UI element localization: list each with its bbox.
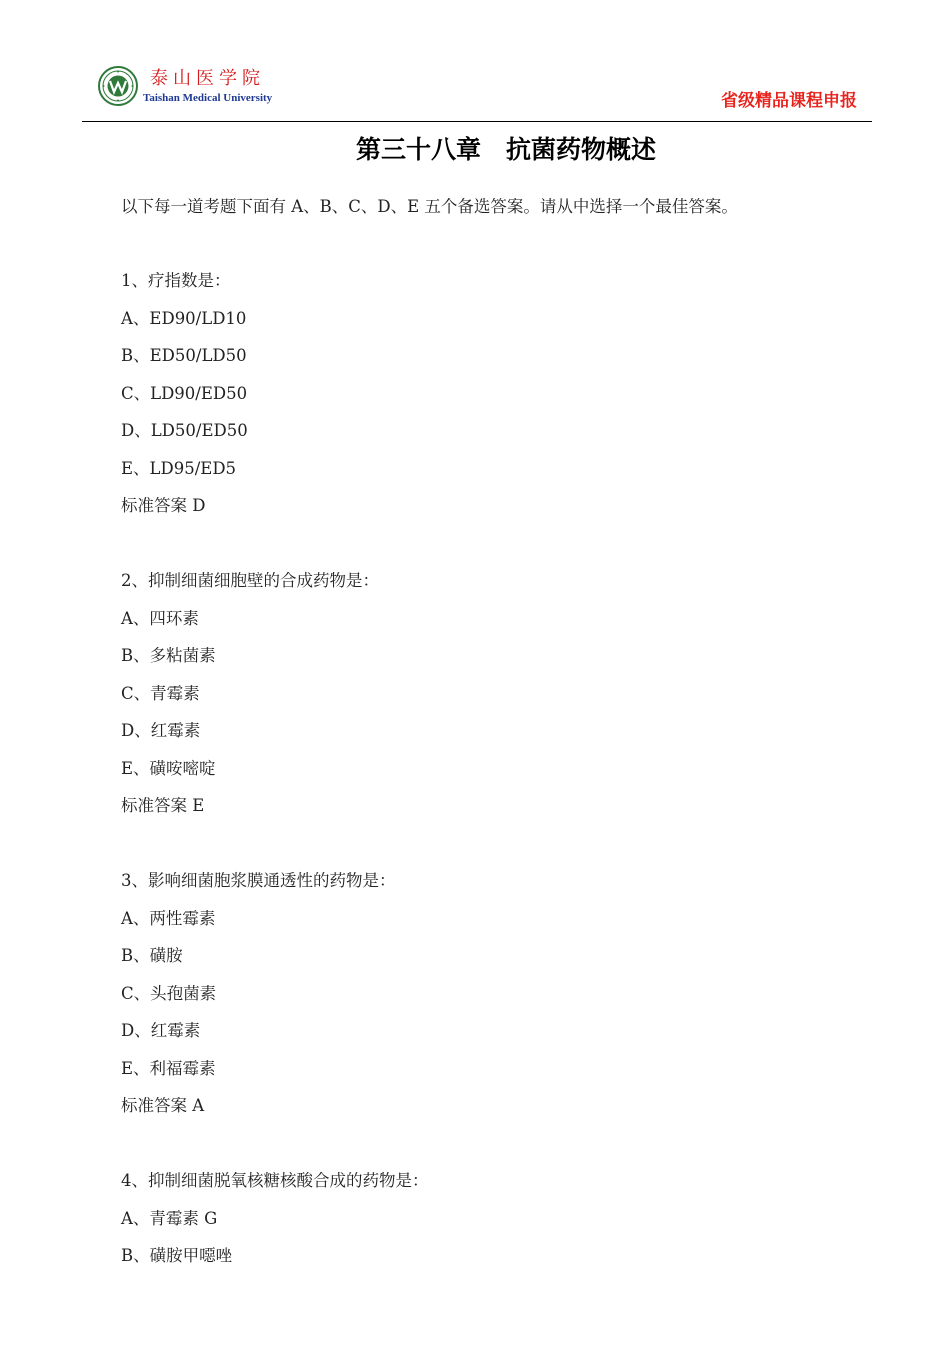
option-a: A、两性霉素	[121, 908, 216, 928]
question-stem: 1、疗指数是：	[121, 271, 231, 290]
question-3	[121, 862, 881, 1125]
option-e: E、磺咹嘧啶	[121, 758, 216, 778]
question-4	[121, 1162, 881, 1275]
school-name-en: Taishan Medical University	[143, 92, 273, 104]
question-stem: 3、影响细菌胞浆膜通透性的药物是：	[121, 871, 396, 890]
question-2	[121, 562, 881, 825]
option-c: C、LD90/ED50	[121, 383, 248, 403]
option-c: C、青霉素	[121, 683, 200, 703]
option-d: D、红霉素	[121, 1021, 201, 1040]
option-e: E、LD95/ED5	[121, 458, 237, 478]
option-b: B、磺胺	[121, 946, 183, 965]
standard-answer: 标准答案 A	[121, 1096, 205, 1115]
option-a: A、ED90/LD10	[121, 308, 247, 328]
option-d: D、LD50/ED50	[121, 421, 248, 440]
option-a: A、青霉素 G	[121, 1208, 218, 1228]
chapter-title: 第三十八章 抗菌药物概述	[355, 135, 656, 164]
question-stem: 2、抑制细菌细胞壁的合成药物是：	[121, 571, 379, 590]
question-stem: 4、抑制细菌脱氧核糖核酸合成的药物是：	[121, 1171, 429, 1190]
question-1	[121, 262, 881, 525]
option-b: B、磺胺甲噁唑	[121, 1246, 233, 1265]
page-header	[0, 0, 952, 122]
question-list	[121, 262, 881, 1312]
option-b: B、ED50/LD50	[121, 346, 247, 365]
university-logo-icon	[98, 66, 138, 106]
standard-answer: 标准答案 D	[121, 496, 206, 515]
option-a: A、四环素	[121, 608, 199, 628]
instructions: 以下每一道考题下面有 A、B、C、D、E 五个备选答案。请从中选择一个最佳答案。	[121, 197, 738, 216]
option-c: C、头孢菌素	[121, 983, 217, 1003]
option-e: E、利福霉素	[121, 1058, 216, 1078]
course-label: 省级精品课程申报	[721, 91, 857, 111]
option-b: B、多粘菌素	[121, 646, 216, 665]
standard-answer: 标准答案 E	[121, 796, 205, 815]
option-d: D、红霉素	[121, 721, 201, 740]
school-name-cn: 泰山医学院	[150, 68, 265, 89]
header-divider	[82, 121, 872, 122]
